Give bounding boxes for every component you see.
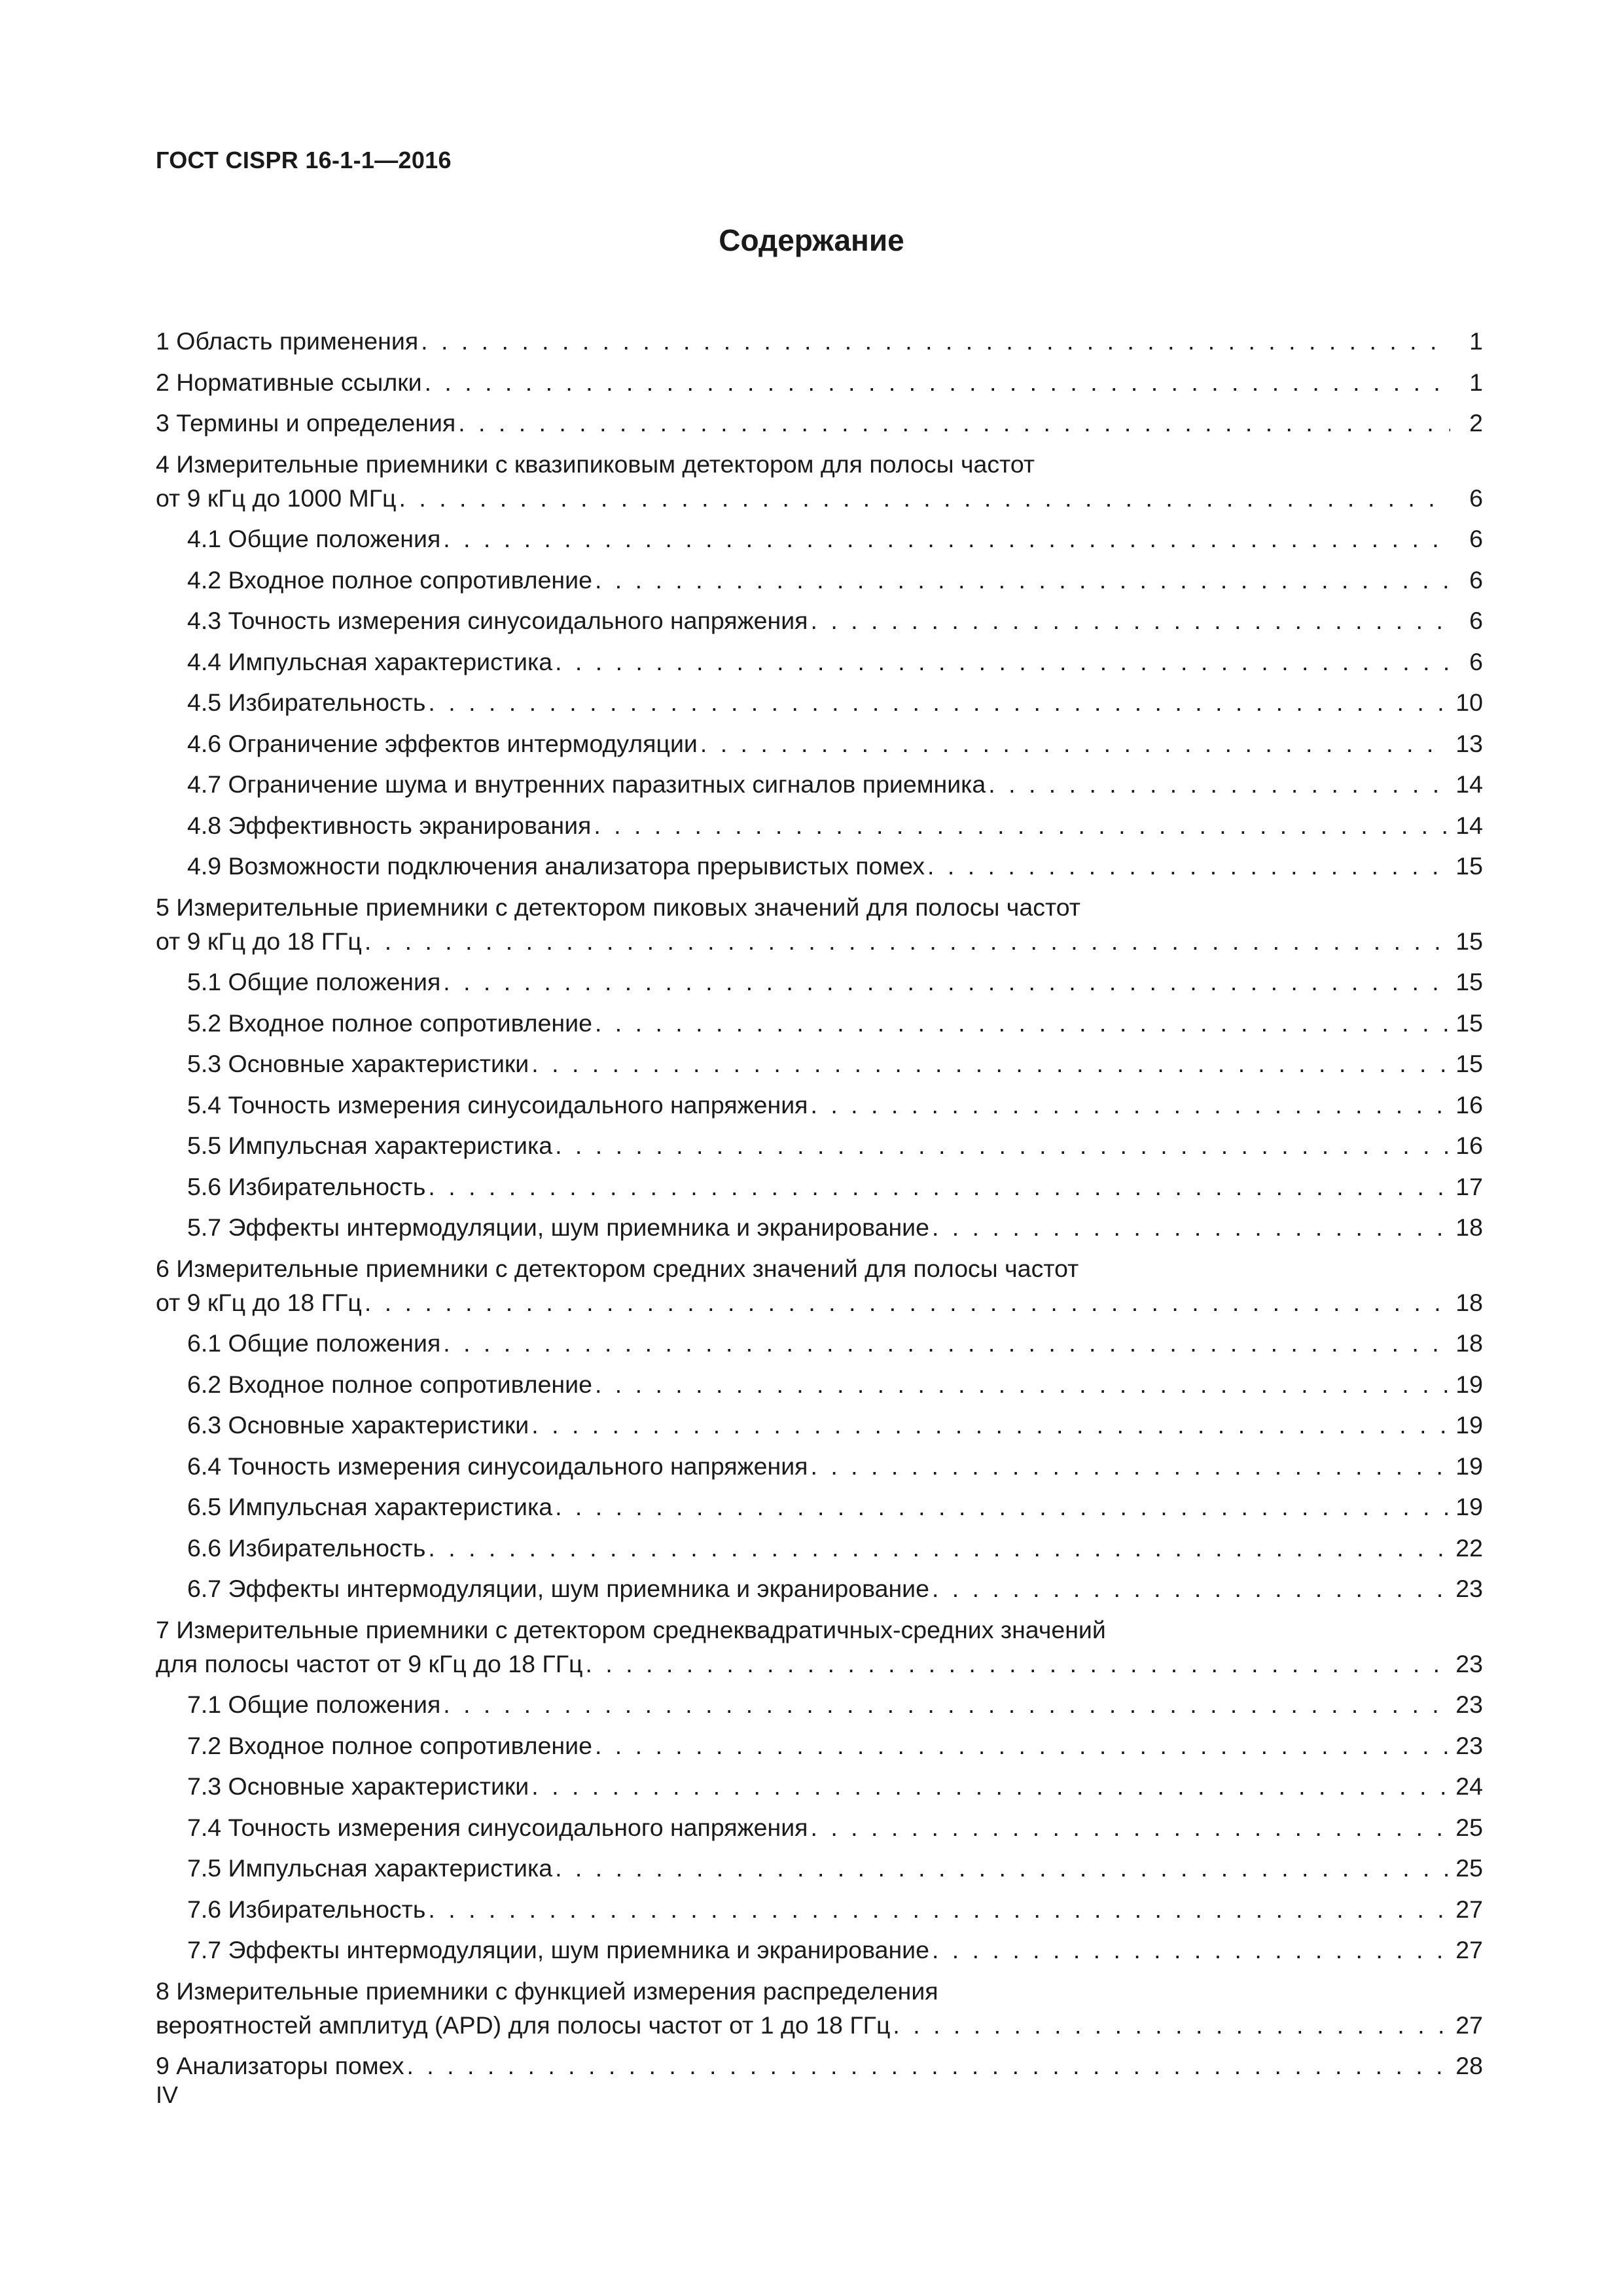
toc-entry[interactable]: [156, 1643, 1483, 1685]
dot-leader: [932, 1568, 1449, 1609]
dot-leader: [425, 362, 1450, 403]
dot-leader: [927, 846, 1449, 887]
toc-entry-label: 6.4 Точность измерения синусоидального напряжения: [187, 1452, 808, 1480]
toc-entry-label: от 9 кГц до 1000 МГц: [156, 484, 397, 512]
dot-leader: [365, 921, 1449, 962]
toc-entry-label: 9 Анализаторы помех: [156, 2052, 404, 2079]
toc-entry-heading-line: 5 Измерительные приемники с детектором пиковых значений для полосы частот: [156, 893, 1080, 921]
toc-entry[interactable]: [156, 1364, 1483, 1405]
toc-entry-page-number: 13: [1455, 729, 1483, 757]
toc-entry[interactable]: [156, 1043, 1483, 1085]
toc-entry[interactable]: [156, 1929, 1483, 1971]
dot-leader: [365, 1282, 1449, 1323]
toc-entry-page-number: 25: [1455, 1813, 1483, 1841]
dot-leader: [811, 600, 1451, 641]
dot-leader: [531, 1766, 1449, 1807]
dot-leader: [443, 1323, 1449, 1364]
dot-leader: [811, 1446, 1450, 1487]
toc-entry[interactable]: [156, 1486, 1483, 1528]
toc-entry-page-number: 1: [1469, 327, 1483, 355]
toc-entry[interactable]: [156, 846, 1483, 887]
toc-entry[interactable]: [156, 321, 1483, 362]
toc-entry-label: 5.4 Точность измерения синусоидального напряжения: [187, 1090, 808, 1119]
toc-entry-page-number: 6: [1469, 525, 1483, 552]
toc-entry-heading-line: 8 Измерительные приемники с функцией измерения распределения: [156, 1977, 938, 2005]
toc-entry[interactable]: [156, 1405, 1483, 1446]
toc-entry-page-number: 14: [1455, 770, 1483, 798]
dot-leader: [932, 1207, 1449, 1248]
toc-entry-label: вероятностей амплитуд (APD) для полосы частот от 1 до 18 ГГц: [156, 2011, 891, 2039]
toc-entry-label: 7.3 Основные характеристики: [187, 1772, 529, 1800]
toc-entry-label: 5.5 Импульсная характеристика: [187, 1132, 553, 1159]
toc-entry-label: 5.7 Эффекты интермодуляции, шум приемника и экранирование: [187, 1213, 929, 1241]
dot-leader: [893, 2005, 1449, 2046]
toc-entry-label: 4.5 Избирательность: [187, 689, 426, 716]
toc-entry[interactable]: [156, 1003, 1483, 1044]
toc-entry-label: для полосы частот от 9 кГц до 18 ГГц: [156, 1649, 583, 1677]
toc-entry-label: 7.1 Общие положения: [187, 1691, 441, 1718]
page-number-footer: IV: [156, 2081, 179, 2108]
dot-leader: [555, 1486, 1449, 1528]
toc-entry[interactable]: [156, 478, 1483, 519]
toc-entry[interactable]: [156, 1125, 1483, 1166]
dot-leader: [595, 1725, 1449, 1767]
toc-entry-page-number: 2: [1469, 409, 1483, 437]
dot-leader: [811, 1085, 1450, 1126]
toc-entry-label: 4.9 Возможности подключения анализатора прерывистых помех: [187, 852, 925, 880]
toc-entry-page-number: 19: [1455, 1493, 1483, 1520]
toc-entry[interactable]: [156, 1085, 1483, 1126]
toc-entry-label: 4.6 Ограничение эффектов интермодуляции: [187, 729, 698, 757]
toc-entry-label: 1 Область применения: [156, 327, 419, 355]
toc-entry[interactable]: [156, 1807, 1483, 1848]
toc-entry-label: 2 Нормативные ссылки: [156, 368, 422, 396]
toc-entry-page-number: 18: [1455, 1213, 1483, 1241]
toc-entry-heading-line: 6 Измерительные приемники с детектором средних значений для полосы частот: [156, 1254, 1079, 1282]
page-title: Содержание: [719, 223, 904, 257]
dot-leader: [555, 1848, 1449, 1889]
toc-entry-label: 5.1 Общие положения: [187, 968, 441, 996]
toc-entry-label: 7.7 Эффекты интермодуляции, шум приемника и экранирование: [187, 1936, 929, 1964]
toc-entry[interactable]: [156, 682, 1483, 723]
toc-entry-label: 6.1 Общие положения: [187, 1329, 441, 1357]
toc-entry[interactable]: [156, 1568, 1483, 1609]
dot-leader: [700, 723, 1449, 764]
toc-entry-page-number: 25: [1455, 1854, 1483, 1882]
toc-entry[interactable]: [156, 1848, 1483, 1889]
toc-entry-heading-line: 7 Измерительные приемники с детектором среднеквадратичных-средних значений: [156, 1615, 1106, 1643]
toc-entry-label: 4.7 Ограничение шума и внутренних паразитных сигналов приемника: [187, 770, 986, 798]
toc-entry[interactable]: [156, 1166, 1483, 1208]
toc-entry-label: 4.2 Входное полное сопротивление: [187, 565, 592, 594]
toc-entry-page-number: 19: [1455, 1411, 1483, 1439]
toc-entry[interactable]: [156, 1446, 1483, 1487]
toc-entry-page-number: 1: [1469, 368, 1483, 396]
dot-leader: [555, 1125, 1449, 1166]
toc-entry[interactable]: [156, 961, 1483, 1003]
dot-leader: [428, 1889, 1449, 1930]
toc-entry-page-number: 23: [1455, 1731, 1483, 1759]
toc-entry-page-number: 17: [1455, 1172, 1483, 1200]
toc-entry-page-number: 19: [1455, 1452, 1483, 1480]
toc-entry-label: 6.3 Основные характеристики: [187, 1411, 529, 1439]
toc-entry[interactable]: [156, 805, 1483, 846]
toc-entry-page-number: 22: [1455, 1534, 1483, 1562]
toc-entry[interactable]: [156, 1323, 1483, 1364]
toc-entry[interactable]: [156, 1766, 1483, 1807]
dot-leader: [932, 1929, 1449, 1971]
toc-entry-page-number: 27: [1455, 2011, 1483, 2039]
toc-entry-page-number: 15: [1455, 852, 1483, 880]
toc-entry[interactable]: [156, 1725, 1483, 1767]
dot-leader: [988, 764, 1449, 805]
dot-leader: [586, 1643, 1450, 1685]
toc-entry-label: 5.3 Основные характеристики: [187, 1050, 529, 1077]
toc-entry[interactable]: [156, 1684, 1483, 1725]
dot-leader: [595, 1003, 1449, 1044]
toc-entry[interactable]: [156, 362, 1483, 403]
table-of-contents: [156, 321, 1483, 2087]
toc-entry-label: 4.4 Импульсная характеристика: [187, 647, 553, 675]
toc-entry-label: от 9 кГц до 18 ГГц: [156, 927, 362, 955]
toc-entry-page-number: 27: [1455, 1936, 1483, 1964]
toc-entry-page-number: 23: [1455, 1649, 1483, 1677]
toc-entry-page-number: 15: [1455, 1050, 1483, 1077]
dot-leader: [421, 321, 1450, 362]
toc-entry-label: 7.6 Избирательность: [187, 1895, 426, 1923]
toc-entry-label: 6.6 Избирательность: [187, 1534, 426, 1562]
toc-entry-page-number: 28: [1455, 2052, 1483, 2079]
toc-entry[interactable]: [156, 1528, 1483, 1569]
toc-entry[interactable]: [156, 403, 1483, 444]
toc-entry-page-number: 6: [1469, 607, 1483, 634]
toc-entry[interactable]: [156, 560, 1483, 601]
toc-entry-page-number: 15: [1455, 968, 1483, 996]
dot-leader: [406, 2045, 1449, 2087]
toc-entry[interactable]: [156, 2045, 1483, 2087]
toc-entry-label: 4.1 Общие положения: [187, 525, 441, 552]
toc-entry-page-number: 15: [1455, 1009, 1483, 1037]
toc-entry-page-number: 16: [1455, 1090, 1483, 1119]
dot-leader: [531, 1043, 1449, 1085]
toc-entry[interactable]: [156, 2005, 1483, 2046]
toc-entry-label: 6.2 Входное полное сопротивление: [187, 1370, 592, 1398]
toc-entry-page-number: 15: [1455, 927, 1483, 955]
toc-entry[interactable]: [156, 641, 1483, 683]
toc-entry-page-number: 16: [1455, 1132, 1483, 1159]
toc-entry-label: 5.6 Избирательность: [187, 1172, 426, 1200]
toc-entry-page-number: 24: [1455, 1772, 1483, 1800]
toc-entry-page-number: 18: [1455, 1288, 1483, 1316]
toc-entry[interactable]: [156, 921, 1483, 962]
toc-entry-page-number: 6: [1469, 484, 1483, 512]
toc-entry-page-number: 27: [1455, 1895, 1483, 1923]
dot-leader: [399, 478, 1450, 519]
dot-leader: [443, 1684, 1449, 1725]
toc-entry-page-number: 14: [1455, 811, 1483, 839]
toc-entry-page-number: 18: [1455, 1329, 1483, 1357]
toc-entry[interactable]: [156, 600, 1483, 641]
toc-entry[interactable]: [156, 1889, 1483, 1930]
toc-entry-label: 7.4 Точность измерения синусоидального напряжения: [187, 1813, 808, 1841]
toc-entry-page-number: 6: [1469, 565, 1483, 594]
toc-entry-label: 7.5 Импульсная характеристика: [187, 1854, 553, 1882]
document-header: ГОСТ CISPR 16-1-1—2016: [156, 147, 452, 173]
toc-entry-label: 5.2 Входное полное сопротивление: [187, 1009, 592, 1037]
toc-entry-label: от 9 кГц до 18 ГГц: [156, 1288, 362, 1316]
dot-leader: [811, 1807, 1450, 1848]
dot-leader: [531, 1405, 1449, 1446]
toc-entry-page-number: 19: [1455, 1370, 1483, 1398]
dot-leader: [458, 403, 1450, 444]
toc-entry[interactable]: [156, 764, 1483, 805]
toc-entry-page-number: 6: [1469, 647, 1483, 675]
toc-entry[interactable]: [156, 723, 1483, 764]
dot-leader: [594, 805, 1449, 846]
toc-entry[interactable]: [156, 1207, 1483, 1248]
toc-entry-label: 4.3 Точность измерения синусоидального напряжения: [187, 607, 808, 634]
toc-entry-page-number: 23: [1455, 1691, 1483, 1718]
toc-entry-label: 4.8 Эффективность экранирования: [187, 811, 592, 839]
toc-entry-heading-line: 4 Измерительные приемники с квазипиковым детектором для полосы частот: [156, 450, 1035, 478]
dot-leader: [555, 641, 1450, 683]
dot-leader: [443, 518, 1450, 560]
dot-leader: [428, 682, 1449, 723]
dot-leader: [428, 1528, 1449, 1569]
toc-entry-label: 6.5 Импульсная характеристика: [187, 1493, 553, 1520]
toc-entry[interactable]: [156, 1282, 1483, 1323]
dot-leader: [595, 1364, 1449, 1405]
dot-leader: [428, 1166, 1449, 1208]
toc-entry-label: 7.2 Входное полное сопротивление: [187, 1731, 592, 1759]
dot-leader: [595, 560, 1450, 601]
toc-entry-label: 6.7 Эффекты интермодуляции, шум приемника и экранирование: [187, 1575, 929, 1602]
toc-entry[interactable]: [156, 518, 1483, 560]
toc-entry-page-number: 23: [1455, 1575, 1483, 1602]
dot-leader: [443, 961, 1449, 1003]
toc-entry-page-number: 10: [1455, 689, 1483, 716]
toc-entry-label: 3 Термины и определения: [156, 409, 456, 437]
